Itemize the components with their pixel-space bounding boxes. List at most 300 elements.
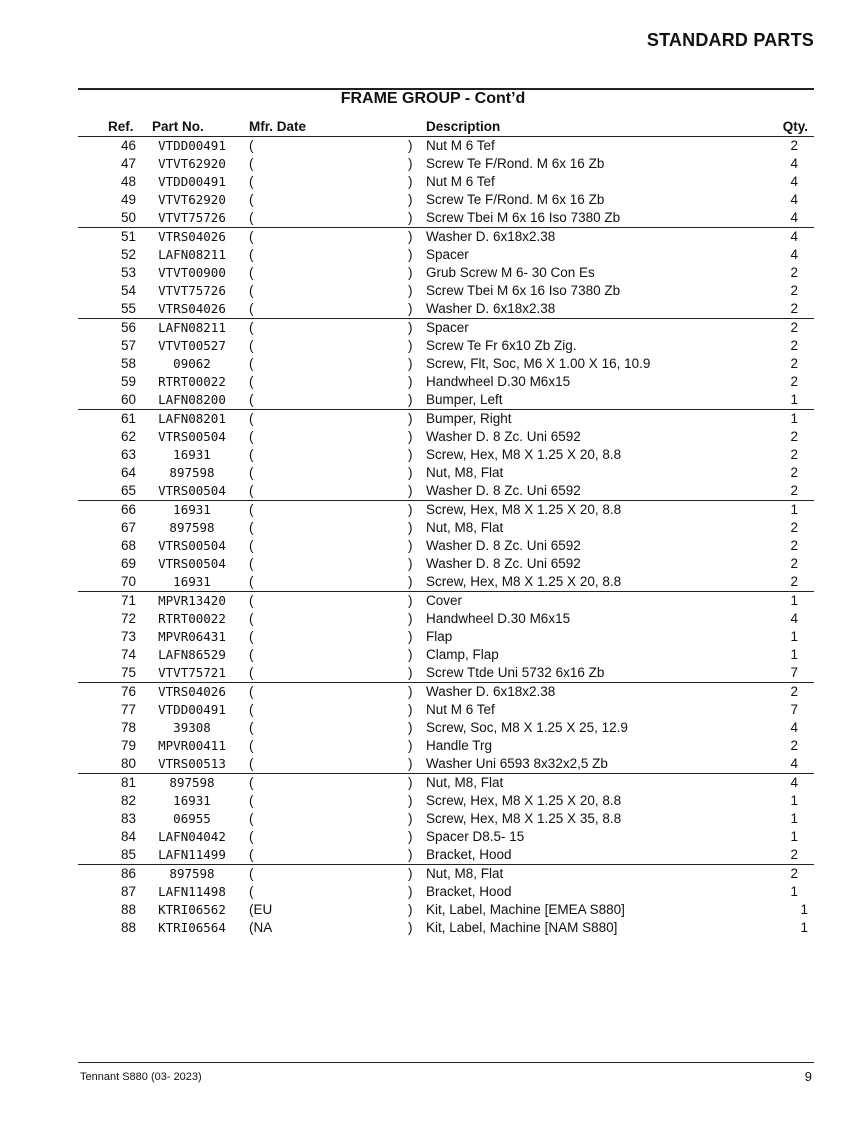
- row-mfr-date: (: [249, 447, 254, 462]
- row-ref: 66: [120, 502, 136, 517]
- table-row: [78, 555, 814, 573]
- row-ref: 59: [120, 374, 136, 389]
- row-part-no: VTRS04026: [158, 684, 226, 699]
- row-mfr-date: (: [249, 847, 254, 862]
- table-row: [78, 846, 814, 864]
- table-row: [78, 664, 814, 682]
- row-part-no: VTVT00527: [158, 338, 226, 353]
- row-mfr-date: (: [249, 866, 254, 881]
- row-description: Spacer: [426, 320, 469, 335]
- row-ref: 88: [120, 902, 136, 917]
- row-qty: 2: [790, 556, 798, 571]
- row-description: Washer D. 6x18x2.38: [426, 684, 556, 699]
- table-row: [78, 591, 814, 610]
- row-mfr-date-close: ): [408, 556, 413, 571]
- row-ref: 65: [120, 483, 136, 498]
- row-ref: 85: [120, 847, 136, 862]
- row-ref: 70: [120, 574, 136, 589]
- row-description: Washer D. 8 Zc. Uni 6592: [426, 556, 581, 571]
- row-qty: 2: [790, 684, 798, 699]
- row-mfr-date-close: ): [408, 265, 413, 280]
- row-part-no: VTVT62920: [158, 156, 226, 171]
- table-row: [78, 209, 814, 227]
- row-ref: 68: [120, 538, 136, 553]
- table-row: [78, 373, 814, 391]
- row-part-no: 06955: [173, 811, 211, 826]
- table-row: [78, 755, 814, 773]
- row-part-no: VTRS00504: [158, 429, 226, 444]
- row-mfr-date-close: ): [408, 647, 413, 662]
- table-row: [78, 737, 814, 755]
- row-qty: 1: [790, 593, 798, 608]
- table-row: [78, 901, 814, 919]
- row-part-no: 39308: [173, 720, 211, 735]
- row-mfr-date: (: [249, 156, 254, 171]
- row-description: Washer D. 8 Zc. Uni 6592: [426, 429, 581, 444]
- row-mfr-date: (: [249, 429, 254, 444]
- row-part-no: 897598: [169, 775, 215, 790]
- row-mfr-date-close: ): [408, 320, 413, 335]
- row-mfr-date-close: ): [408, 520, 413, 535]
- table-row: [78, 500, 814, 519]
- table-row: [78, 173, 814, 191]
- table-row: [78, 355, 814, 373]
- row-part-no: MPVR06431: [158, 629, 226, 644]
- table-row: [78, 828, 814, 846]
- table-row: [78, 409, 814, 428]
- row-mfr-date: (: [249, 465, 254, 480]
- row-description: Screw, Hex, M8 X 1.25 X 20, 8.8: [426, 447, 622, 462]
- row-ref: 49: [120, 192, 136, 207]
- row-qty: 2: [790, 338, 798, 353]
- row-part-no: 897598: [169, 465, 215, 480]
- table-row: [78, 464, 814, 482]
- table-row: [78, 682, 814, 701]
- row-mfr-date: (: [249, 611, 254, 626]
- table-row: [78, 227, 814, 246]
- row-ref: 57: [120, 338, 136, 353]
- row-ref: 74: [120, 647, 136, 662]
- row-mfr-date-close: ): [408, 156, 413, 171]
- row-mfr-date: (: [249, 192, 254, 207]
- row-part-no: VTDD00491: [158, 174, 226, 189]
- table-row: [78, 864, 814, 883]
- row-mfr-date-close: ): [408, 429, 413, 444]
- row-part-no: MPVR13420: [158, 593, 226, 608]
- row-description: Bumper, Left: [426, 392, 503, 407]
- row-mfr-date-close: ): [408, 738, 413, 753]
- row-mfr-date-close: ): [408, 411, 413, 426]
- row-qty: 4: [790, 156, 798, 171]
- row-part-no: 16931: [173, 574, 211, 589]
- row-mfr-date: (: [249, 884, 254, 899]
- row-ref: 84: [120, 829, 136, 844]
- row-ref: 47: [120, 156, 136, 171]
- row-description: Bracket, Hood: [426, 847, 512, 862]
- row-ref: 50: [120, 210, 136, 225]
- row-mfr-date-close: ): [408, 210, 413, 225]
- row-qty: 2: [790, 483, 798, 498]
- row-ref: 88: [120, 920, 136, 935]
- row-mfr-date-close: ): [408, 229, 413, 244]
- row-description: Handwheel D.30 M6x15: [426, 611, 571, 626]
- row-ref: 61: [120, 411, 136, 426]
- row-ref: 67: [120, 520, 136, 535]
- page-number: 9: [804, 1069, 812, 1084]
- row-mfr-date: (: [249, 210, 254, 225]
- row-part-no: VTRS00504: [158, 483, 226, 498]
- row-mfr-date-close: ): [408, 866, 413, 881]
- row-qty: 2: [790, 866, 798, 881]
- row-mfr-date-close: ): [408, 465, 413, 480]
- row-ref: 87: [120, 884, 136, 899]
- row-ref: 77: [120, 702, 136, 717]
- row-mfr-date: (: [249, 247, 254, 262]
- row-ref: 80: [120, 756, 136, 771]
- row-qty: 4: [790, 174, 798, 189]
- row-ref: 75: [120, 665, 136, 680]
- row-mfr-date: (: [249, 283, 254, 298]
- row-part-no: 16931: [173, 502, 211, 517]
- row-qty: 4: [790, 611, 798, 626]
- column-header-part-no: Part No.: [152, 119, 204, 134]
- row-qty: 2: [790, 301, 798, 316]
- row-part-no: 897598: [169, 520, 215, 535]
- row-mfr-date-close: ): [408, 902, 413, 917]
- row-description: Screw, Soc, M8 X 1.25 X 25, 12.9: [426, 720, 628, 735]
- group-title: FRAME GROUP - Cont’d: [340, 90, 526, 107]
- row-qty: 2: [790, 738, 798, 753]
- table-row: [78, 628, 814, 646]
- row-description: Screw Ttde Uni 5732 6x16 Zb: [426, 665, 605, 680]
- table-row: [78, 446, 814, 464]
- row-description: Handwheel D.30 M6x15: [426, 374, 571, 389]
- row-qty: 1: [790, 411, 798, 426]
- row-qty: 1: [790, 793, 798, 808]
- row-part-no: 897598: [169, 866, 215, 881]
- row-mfr-date-close: ): [408, 629, 413, 644]
- row-mfr-date: (: [249, 720, 254, 735]
- row-part-no: LAFN04042: [158, 829, 226, 844]
- row-ref: 83: [120, 811, 136, 826]
- column-header-ref: Ref.: [108, 119, 134, 134]
- row-mfr-date: (: [249, 301, 254, 316]
- row-mfr-date: (: [249, 756, 254, 771]
- row-qty: 4: [790, 775, 798, 790]
- row-part-no: VTDD00491: [158, 702, 226, 717]
- row-mfr-date-close: ): [408, 174, 413, 189]
- row-mfr-date-close: ): [408, 811, 413, 826]
- table-row: [78, 883, 814, 901]
- row-description: Screw, Hex, M8 X 1.25 X 20, 8.8: [426, 793, 622, 808]
- row-mfr-date-close: ): [408, 301, 413, 316]
- row-description: Screw Te F/Rond. M 6x 16 Zb: [426, 192, 605, 207]
- row-description: Clamp, Flap: [426, 647, 499, 662]
- row-mfr-date-close: ): [408, 392, 413, 407]
- row-ref: 46: [120, 138, 136, 153]
- row-qty: 4: [790, 247, 798, 262]
- row-mfr-date: (: [249, 338, 254, 353]
- row-description: Screw, Hex, M8 X 1.25 X 20, 8.8: [426, 502, 622, 517]
- row-part-no: LAFN08211: [158, 247, 226, 262]
- row-part-no: 09062: [173, 356, 211, 371]
- row-mfr-date-close: ): [408, 338, 413, 353]
- row-mfr-date: (: [249, 138, 254, 153]
- row-mfr-date: (: [249, 411, 254, 426]
- row-ref: 58: [120, 356, 136, 371]
- row-ref: 56: [120, 320, 136, 335]
- row-ref: 62: [120, 429, 136, 444]
- table-row: [78, 300, 814, 318]
- page-footer: [78, 1062, 814, 1084]
- row-mfr-date-close: ): [408, 720, 413, 735]
- row-description: Screw Te F/Rond. M 6x 16 Zb: [426, 156, 605, 171]
- row-qty: 2: [790, 283, 798, 298]
- row-mfr-date-close: ): [408, 684, 413, 699]
- row-mfr-date-close: ): [408, 847, 413, 862]
- footer-doc-info: Tennant S880 (03- 2023): [80, 1071, 202, 1083]
- row-mfr-date-close: ): [408, 665, 413, 680]
- table-row: [78, 155, 814, 173]
- footer-rule: [78, 1062, 814, 1063]
- row-mfr-date: (: [249, 392, 254, 407]
- row-description: Washer D. 6x18x2.38: [426, 229, 556, 244]
- row-description: Handle Trg: [426, 738, 493, 753]
- row-ref: 69: [120, 556, 136, 571]
- table-row: [78, 610, 814, 628]
- row-ref: 64: [120, 465, 136, 480]
- row-qty: 4: [790, 192, 798, 207]
- row-description: Washer D. 8 Zc. Uni 6592: [426, 538, 581, 553]
- row-mfr-date: (NA: [249, 920, 273, 935]
- row-description: Screw Tbei M 6x 16 Iso 7380 Zb: [426, 210, 621, 225]
- row-part-no: VTVT75726: [158, 283, 226, 298]
- table-body: [78, 137, 814, 937]
- row-description: Washer D. 6x18x2.38: [426, 301, 556, 316]
- row-qty: 2: [790, 574, 798, 589]
- table-row: [78, 246, 814, 264]
- row-description: Nut M 6 Tef: [426, 702, 495, 717]
- row-mfr-date-close: ): [408, 374, 413, 389]
- table-row: [78, 482, 814, 500]
- row-ref: 73: [120, 629, 136, 644]
- row-mfr-date-close: ): [408, 356, 413, 371]
- row-part-no: VTVT75726: [158, 210, 226, 225]
- row-description: Washer D. 8 Zc. Uni 6592: [426, 483, 581, 498]
- row-description: Spacer: [426, 247, 469, 262]
- row-ref: 54: [120, 283, 136, 298]
- row-qty: 2: [790, 320, 798, 335]
- row-ref: 55: [120, 301, 136, 316]
- row-description: Cover: [426, 593, 463, 608]
- row-part-no: VTVT00900: [158, 265, 226, 280]
- row-mfr-date: (EU: [249, 902, 273, 917]
- row-mfr-date: (: [249, 702, 254, 717]
- table-header: [78, 118, 814, 137]
- row-mfr-date-close: ): [408, 192, 413, 207]
- row-mfr-date-close: ): [408, 702, 413, 717]
- row-mfr-date-close: ): [408, 483, 413, 498]
- row-mfr-date: (: [249, 629, 254, 644]
- row-ref: 53: [120, 265, 136, 280]
- table-row: [78, 282, 814, 300]
- row-qty: 2: [790, 356, 798, 371]
- table-row: [78, 537, 814, 555]
- row-description: Grub Screw M 6- 30 Con Es: [426, 265, 595, 280]
- row-ref: 78: [120, 720, 136, 735]
- section-title: STANDARD PARTS: [646, 30, 814, 50]
- row-ref: 60: [120, 392, 136, 407]
- row-mfr-date-close: ): [408, 920, 413, 935]
- row-qty: 1: [790, 829, 798, 844]
- table-row: [78, 646, 814, 664]
- row-mfr-date-close: ): [408, 574, 413, 589]
- row-qty: 2: [790, 374, 798, 389]
- row-part-no: KTRI06562: [158, 902, 226, 917]
- table-row: [78, 573, 814, 591]
- table-row: [78, 773, 814, 792]
- row-qty: 1: [790, 392, 798, 407]
- row-mfr-date: (: [249, 320, 254, 335]
- table-row: [78, 701, 814, 719]
- row-ref: 63: [120, 447, 136, 462]
- row-ref: 79: [120, 738, 136, 753]
- row-mfr-date: (: [249, 374, 254, 389]
- row-part-no: MPVR00411: [158, 738, 226, 753]
- row-ref: 81: [120, 775, 136, 790]
- row-part-no: LAFN08200: [158, 392, 226, 407]
- row-mfr-date: (: [249, 538, 254, 553]
- row-mfr-date: (: [249, 574, 254, 589]
- row-qty: 7: [790, 665, 798, 680]
- table-row: [78, 792, 814, 810]
- table-row: [78, 391, 814, 409]
- row-part-no: VTVT75721: [158, 665, 226, 680]
- row-ref: 86: [120, 866, 136, 881]
- table-row: [78, 519, 814, 537]
- row-qty: 4: [790, 229, 798, 244]
- row-part-no: VTRS00513: [158, 756, 226, 771]
- table-row: [78, 137, 814, 155]
- row-part-no: RTRT00022: [158, 611, 226, 626]
- row-ref: 72: [120, 611, 136, 626]
- row-mfr-date: (: [249, 502, 254, 517]
- parts-table: [78, 118, 814, 937]
- row-description: Spacer D8.5- 15: [426, 829, 525, 844]
- row-mfr-date-close: ): [408, 756, 413, 771]
- row-mfr-date-close: ): [408, 502, 413, 517]
- row-mfr-date: (: [249, 520, 254, 535]
- row-description: Screw, Hex, M8 X 1.25 X 20, 8.8: [426, 574, 622, 589]
- row-qty: 4: [790, 756, 798, 771]
- row-qty: 2: [790, 447, 798, 462]
- row-ref: 52: [120, 247, 136, 262]
- row-part-no: 16931: [173, 793, 211, 808]
- row-mfr-date: (: [249, 793, 254, 808]
- row-qty: 1: [790, 884, 798, 899]
- row-description: Washer Uni 6593 8x32x2,5 Zb: [426, 756, 608, 771]
- row-ref: 71: [120, 593, 136, 608]
- row-part-no: VTRS00504: [158, 538, 226, 553]
- table-row: [78, 810, 814, 828]
- row-mfr-date: (: [249, 811, 254, 826]
- row-mfr-date: (: [249, 665, 254, 680]
- column-header-qty: Qty.: [782, 119, 808, 134]
- row-ref: 76: [120, 684, 136, 699]
- row-description: Bracket, Hood: [426, 884, 512, 899]
- row-qty: 1: [790, 811, 798, 826]
- table-row: [78, 919, 814, 937]
- row-mfr-date: (: [249, 556, 254, 571]
- row-description: Nut, M8, Flat: [426, 465, 504, 480]
- row-part-no: LAFN11499: [158, 847, 226, 862]
- row-mfr-date-close: ): [408, 829, 413, 844]
- row-description: Screw Te Fr 6x10 Zb Zig.: [426, 338, 577, 353]
- row-description: Nut, M8, Flat: [426, 866, 504, 881]
- row-mfr-date: (: [249, 775, 254, 790]
- table-row: [78, 264, 814, 282]
- row-qty: 1: [800, 920, 808, 935]
- column-header-description: Description: [426, 119, 501, 134]
- row-mfr-date-close: ): [408, 793, 413, 808]
- row-qty: 2: [790, 520, 798, 535]
- row-part-no: VTVT62920: [158, 192, 226, 207]
- row-part-no: VTRS04026: [158, 229, 226, 244]
- row-description: Screw Tbei M 6x 16 Iso 7380 Zb: [426, 283, 621, 298]
- row-mfr-date-close: ): [408, 283, 413, 298]
- row-qty: 2: [790, 265, 798, 280]
- row-qty: 1: [790, 647, 798, 662]
- row-description: Nut, M8, Flat: [426, 775, 504, 790]
- row-mfr-date-close: ): [408, 611, 413, 626]
- table-row: [78, 318, 814, 337]
- row-description: Nut M 6 Tef: [426, 138, 495, 153]
- row-ref: 51: [120, 229, 136, 244]
- row-part-no: LAFN86529: [158, 647, 226, 662]
- row-mfr-date-close: ): [408, 884, 413, 899]
- row-description: Kit, Label, Machine [NAM S880]: [426, 920, 618, 935]
- row-part-no: LAFN08201: [158, 411, 226, 426]
- table-row: [78, 337, 814, 355]
- row-description: Bumper, Right: [426, 411, 512, 426]
- table-row: [78, 428, 814, 446]
- row-mfr-date: (: [249, 356, 254, 371]
- row-description: Kit, Label, Machine [EMEA S880]: [426, 902, 625, 917]
- table-row: [78, 191, 814, 209]
- row-ref: 48: [120, 174, 136, 189]
- row-mfr-date: (: [249, 593, 254, 608]
- row-mfr-date-close: ): [408, 538, 413, 553]
- row-qty: 4: [790, 720, 798, 735]
- row-part-no: RTRT00022: [158, 374, 226, 389]
- row-part-no: VTRS00504: [158, 556, 226, 571]
- row-mfr-date: (: [249, 684, 254, 699]
- row-part-no: VTRS04026: [158, 301, 226, 316]
- row-mfr-date: (: [249, 265, 254, 280]
- row-qty: 2: [790, 465, 798, 480]
- row-mfr-date-close: ): [408, 247, 413, 262]
- row-ref: 82: [120, 793, 136, 808]
- row-part-no: LAFN11498: [158, 884, 226, 899]
- row-description: Screw, Hex, M8 X 1.25 X 35, 8.8: [426, 811, 622, 826]
- row-mfr-date: (: [249, 229, 254, 244]
- column-header-mfr-date: Mfr. Date: [249, 119, 307, 134]
- row-description: Flap: [426, 629, 453, 644]
- row-mfr-date: (: [249, 829, 254, 844]
- row-mfr-date-close: ): [408, 447, 413, 462]
- row-qty: 4: [790, 210, 798, 225]
- row-mfr-date-close: ): [408, 138, 413, 153]
